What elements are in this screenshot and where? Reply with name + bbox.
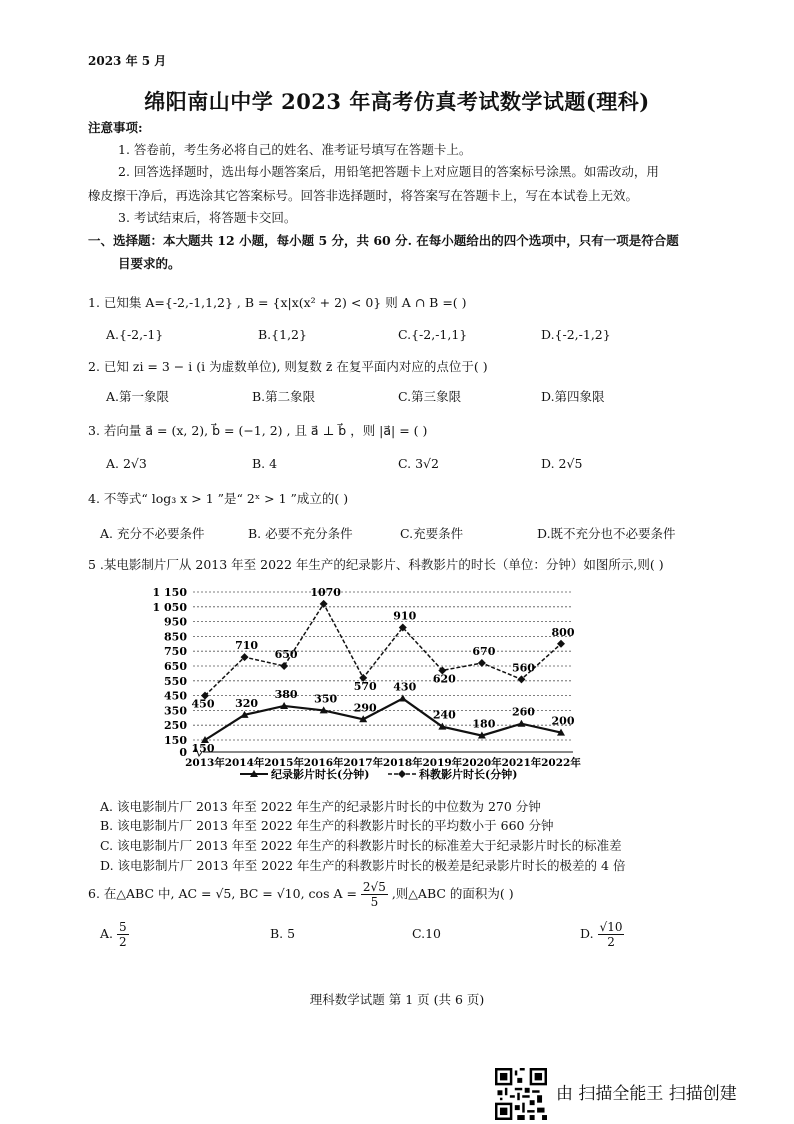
page-title: 绵阳南山中学 2023 年高考仿真考试数学试题(理科) (144, 89, 650, 114)
scanner-watermark: 由 扫描全能王 扫描创建 (556, 1084, 737, 1104)
data-label: 240 (432, 708, 456, 722)
question-2-stem: 2. 已知 zi = 3 − i (i 为虚数单位), 则复数 z̄ 在复平面内对应的点位于( ) (88, 359, 488, 374)
y-tick-label: 350 (164, 704, 187, 718)
question-5-stem: 5 .某电影制片厂从 2013 年至 2022 年生产的纪录影片、科教影片的时长（单位：分钟）如图所示,则( ) (88, 557, 664, 572)
question-4-stem: 4. 不等式“ log₃ x > 1 ”是“ 2ˣ > 1 ”成立的( ) (88, 491, 349, 506)
x-tick-label: 2013年 (185, 757, 225, 769)
x-tick-label: 2015年 (264, 757, 304, 769)
data-point-documentary (517, 720, 525, 727)
question-1-stem: 1. 已知集 A={-2,-1,1,2} , B = {x|x(x² + 2) < 0} 则 A ∩ B =( ) (88, 295, 467, 310)
q6-option-d-label: D. (580, 926, 594, 941)
q4-option-d: D.既不充分也不必要条件 (537, 526, 676, 541)
q5-option-b: B. 该电影制片厂 2013 年至 2022 年生产的科教影片时长的平均数小于 660 分钟 (100, 818, 554, 833)
page-footer: 理科数学试题 第 1 页 (共 6 页) (309, 992, 485, 1007)
data-label: 200 (551, 714, 575, 728)
x-tick-label: 2017年 (343, 757, 384, 769)
y-tick-label: 450 (164, 689, 187, 703)
data-label: 570 (353, 679, 377, 693)
q6-option-a-fraction (117, 920, 129, 949)
q6-option-d (580, 920, 624, 949)
data-label: 450 (191, 697, 215, 711)
data-label: 180 (472, 717, 496, 731)
q6-option-a-label: A. (100, 926, 114, 941)
data-label: 910 (393, 609, 417, 623)
film-duration-chart (148, 582, 588, 792)
chart-legend (240, 767, 517, 781)
x-tick-label: 2014年 (224, 757, 265, 769)
data-label: 290 (353, 701, 377, 715)
q6-d-num: √10 (599, 920, 623, 934)
x-tick-label: 2018年 (382, 757, 423, 769)
notice-item: 2. 回答选择题时，选出每小题答案后，用铅笔把答题卡上对应题目的答案标号涂黑。如需改动，用 (118, 164, 659, 179)
q2-option-b: B.第二象限 (252, 389, 316, 404)
exam-date: 2023 年 5 月 (88, 54, 167, 68)
x-axis-ticks (185, 756, 581, 769)
q3-option-c: C. 3√2 (398, 456, 439, 471)
q6-cos-fraction (361, 880, 388, 909)
q3-option-a: A. 2√3 (106, 456, 147, 471)
x-tick-label: 2020年 (462, 757, 502, 769)
chart-series (192, 586, 575, 755)
question-6-stem (88, 880, 514, 909)
q4-option-a: A. 充分不必要条件 (100, 526, 205, 541)
y-tick-label: 0 (179, 746, 187, 759)
x-tick-label: 2022年 (541, 757, 581, 769)
legend-marker-science (398, 770, 406, 778)
data-label: 800 (551, 625, 575, 639)
y-tick-label: 950 (164, 615, 187, 629)
x-tick-label: 2021年 (501, 757, 542, 769)
q6-a-num: 5 (119, 920, 127, 934)
data-label: 710 (235, 639, 259, 653)
q2-option-d: D.第四象限 (541, 389, 605, 404)
y-tick-label: 750 (164, 645, 187, 659)
q6-frac-num: 2√5 (362, 880, 386, 894)
data-label: 380 (274, 687, 298, 701)
data-label: 560 (511, 661, 535, 675)
q4-option-c: C.充要条件 (400, 526, 464, 541)
y-tick-label: 150 (164, 734, 187, 747)
q5-option-c: C. 该电影制片厂 2013 年至 2022 年生产的科教影片时长的标准差大于纪录影片时长的标准差 (100, 838, 622, 853)
q6-frac-den: 5 (370, 895, 379, 909)
q2-option-c: C.第三象限 (398, 389, 462, 404)
series-line-science (205, 604, 561, 696)
q3-option-b: B. 4 (252, 456, 278, 471)
q6-option-b: B. 5 (270, 926, 296, 941)
q3-option-d: D. 2√5 (541, 456, 583, 471)
q6-stem-tail: ,则△ABC 的面积为( ) (391, 886, 514, 901)
data-label: 320 (235, 696, 259, 710)
y-tick-label: 250 (164, 719, 187, 733)
q5-option-a: A. 该电影制片厂 2013 年至 2022 年生产的纪录影片时长的中位数为 270 分钟 (100, 799, 541, 814)
q6-option-d-fraction (598, 920, 625, 949)
section-heading: 一、选择题：本大题共 12 小题，每小题 5 分，共 60 分. 在每小题给出的四个选项中，只有一项是符合题 (88, 233, 679, 248)
data-label: 150 (191, 742, 215, 755)
legend-label-documentary: 纪录影片时长(分钟) (271, 768, 370, 781)
qr-code-icon (495, 1068, 547, 1120)
y-tick-label: 550 (164, 674, 187, 688)
data-label: 260 (511, 705, 535, 719)
data-label: 650 (274, 648, 298, 661)
notice-item: 橡皮擦干净后，再选涂其它答案标号。回答非选择题时，将答案写在答题卡上，写在本试卷上无效。 (88, 188, 639, 203)
series-line-documentary (205, 696, 561, 740)
data-label: 620 (432, 672, 456, 686)
data-point-science (280, 662, 288, 670)
notice-heading: 注意事项: (88, 120, 143, 135)
notice-item: 1. 答卷前，考生务必将自己的姓名、准考证号填写在答题卡上。 (118, 142, 472, 157)
q6-d-den: 2 (607, 935, 615, 949)
data-label: 1070 (310, 585, 341, 599)
data-point-science (478, 659, 486, 667)
data-label: 670 (472, 645, 496, 659)
y-axis-ticks (153, 586, 188, 759)
q4-option-b: B. 必要不充分条件 (248, 526, 353, 541)
q1-option-a: A.{-2,-1} (106, 327, 164, 342)
x-tick-label: 2016年 (303, 757, 344, 769)
q2-option-a: A.第一象限 (106, 389, 170, 404)
section-heading-cont: 目要求的。 (118, 256, 181, 271)
q5-option-d: D. 该电影制片厂 2013 年至 2022 年生产的科教影片时长的极差是纪录影片时长的极差的 4 倍 (100, 858, 626, 873)
legend-label-science: 科教影片时长(分钟) (419, 768, 518, 781)
data-label: 350 (314, 692, 338, 706)
y-tick-label: 1 150 (152, 586, 187, 599)
q1-option-c: C.{-2,-1,1} (398, 327, 468, 342)
notice-item: 3. 考试结束后，将答题卡交回。 (118, 210, 297, 225)
y-tick-label: 1 050 (152, 600, 187, 614)
q1-option-d: D.{-2,-1,2} (541, 327, 611, 342)
question-3-stem: 3. 若向量 a⃗ = (x, 2), b⃗ = (−1, 2) , 且 a⃗ ⊥ b⃗ ，则 |a⃗| = ( ) (88, 423, 428, 438)
q1-option-b: B.{1,2} (258, 327, 307, 342)
q6-option-a (100, 920, 129, 949)
y-tick-label: 850 (164, 630, 187, 644)
y-tick-label: 650 (164, 660, 187, 673)
q6-stem-text: 6. 在△ABC 中, AC = √5, BC = √10, cos A = (88, 886, 357, 901)
q6-option-c: C.10 (412, 926, 441, 941)
q6-a-den: 2 (119, 935, 127, 949)
data-label: 430 (393, 680, 417, 694)
x-tick-label: 2019年 (422, 757, 463, 769)
